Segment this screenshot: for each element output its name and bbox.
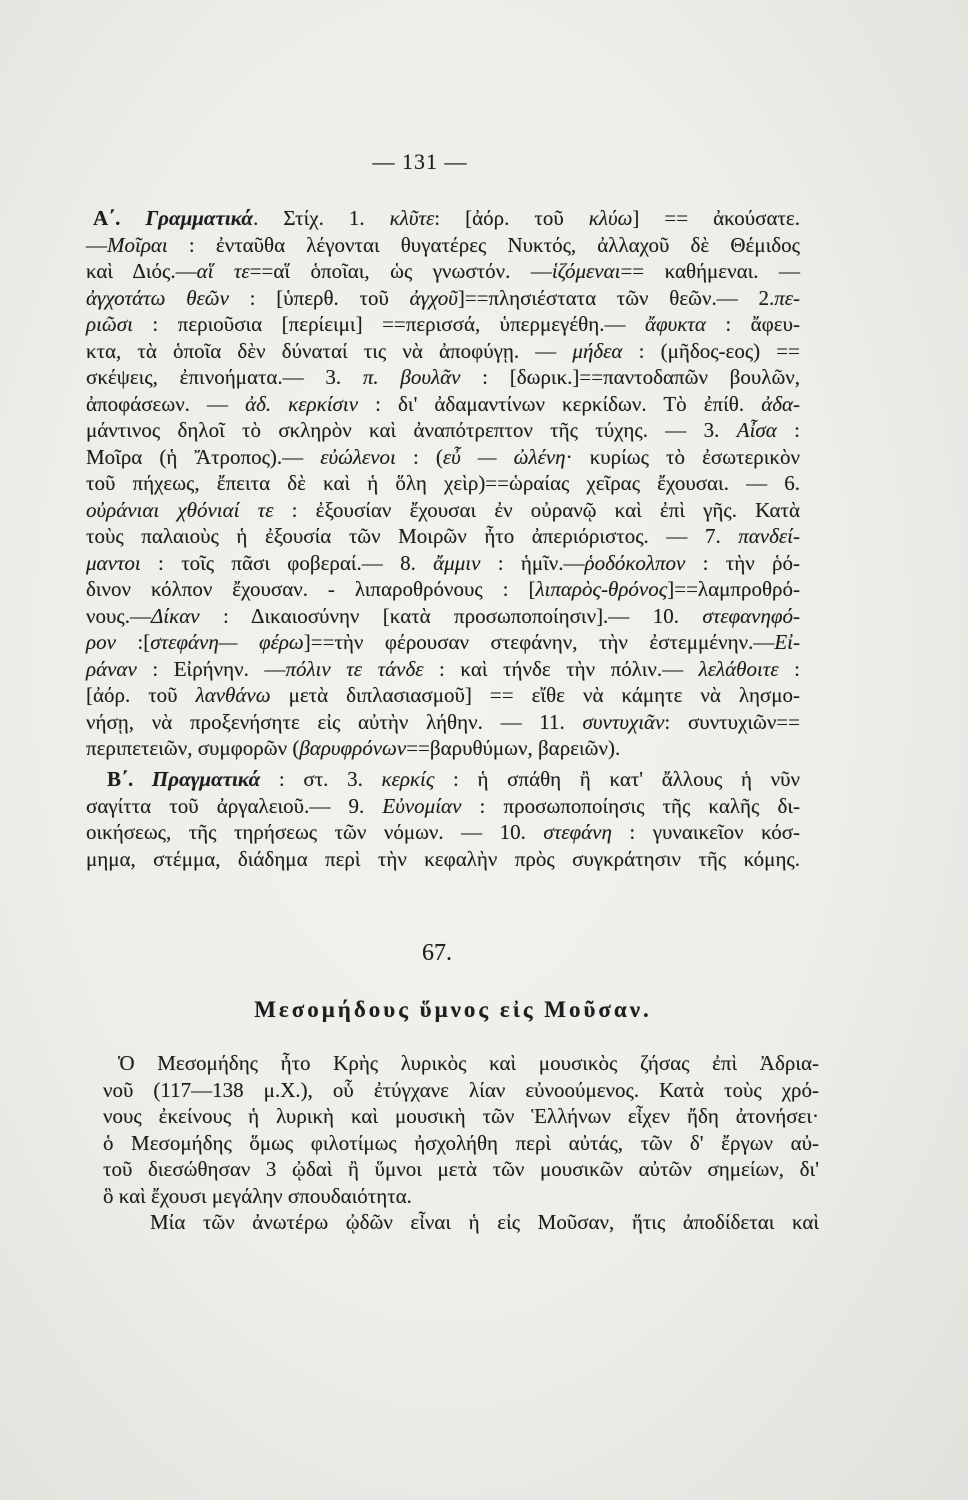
text-line: [86, 523, 800, 550]
italic-term: λελάθοιτε: [698, 656, 779, 681]
text-line: [86, 285, 800, 312]
italic-term: π. βουλᾶν: [362, 365, 461, 389]
text-run: ]==πλησιέστατα τῶν θεῶν.— 2.: [457, 285, 775, 310]
italic-term: ράναν: [86, 656, 137, 681]
text-run: νους ἐκείνους ἡ λυρικὴ καὶ μουσικὴ τῶν Ἑλλήνων εἶχεν ἤδη ἀτονήσει·: [103, 1104, 819, 1128]
text-line: [86, 846, 800, 873]
text-run: κτα, τὰ ὁποῖα δὲν δύναταί τις νὰ ἀποφύγῃ. —: [86, 338, 573, 363]
text-run: == καθήμεναι. —: [620, 259, 800, 283]
text-run: : ἄφευ-: [705, 312, 801, 336]
text-line: [86, 444, 800, 471]
italic-term: Γραμματικά: [145, 206, 254, 230]
italic-term: Δίκαν: [150, 603, 200, 628]
italic-term: ἀγχοῦ: [409, 285, 458, 310]
text-run: : ἐξουσίαν ἔχουσαι ἐν οὐρανῷ καὶ ἐπὶ γῆς. Κατὰ: [273, 497, 800, 522]
text-line: [86, 232, 800, 259]
italic-term: Μοῖραι: [107, 232, 168, 257]
grammar-notes: [86, 205, 800, 762]
text-run: σαγίττα τοῦ ἀργαλειοῦ.— 9.: [86, 793, 383, 818]
text-line: [86, 550, 800, 577]
text-line: [86, 205, 800, 232]
text-run: Μοῖρα (ἡ Ἄτροπος).—: [86, 444, 321, 469]
italic-term: ἀγχοτάτω θεῶν: [86, 285, 229, 310]
italic-term: στεφάνη— φέρω: [150, 630, 304, 654]
text-run: Ὁ Μεσομήδης ἦτο Κρὴς λυρικὸς καὶ μουσικὸς ζήσας ἐπὶ Ἀδρια-: [118, 1051, 819, 1075]
text-run: : συντυχιῶν==: [664, 709, 800, 734]
text-run: μετὰ διπλασιασμοῦ] == εἴθε νὰ κάμητε νὰ λησμο-: [270, 683, 800, 707]
text-line: [86, 709, 800, 736]
text-run: ==βαρυθύμων, βαρειῶν).: [406, 736, 621, 760]
text-run: νους.—: [86, 603, 151, 628]
text-line: [86, 629, 800, 656]
text-line: [86, 417, 800, 444]
text-run: περιπετειῶν, συμφορῶν (: [86, 736, 300, 760]
text-run: σκέψεις, ἐπινοήματα.— 3.: [86, 365, 363, 389]
text-line: [86, 258, 800, 285]
text-run: : ἐνταῦθα λέγονται θυγατέρες Νυκτός, ἀλλαχοῦ δὲ Θέμιδος: [167, 232, 800, 257]
text-line: [103, 1209, 819, 1236]
text-run: μάντινος δηλοῖ τὸ σκληρὸν καὶ ἀναπότρεπτον τῆς τύχης. — 3.: [86, 418, 737, 442]
text-run: : [ἀόρ. τοῦ: [434, 206, 589, 230]
text-line: [86, 819, 800, 846]
text-run: τοῦ διεσώθησαν 3 ᾠδαὶ ἢ ὕμνοι μετὰ τῶν μουσικῶν αὐτῶν σημείων, δι': [103, 1157, 819, 1181]
poem-number: 67.: [422, 940, 452, 966]
text-run: —: [86, 232, 107, 257]
italic-term: πόλιν τε τάνδε: [285, 656, 424, 681]
text-line: [103, 1103, 819, 1130]
text-run: : (: [395, 444, 443, 469]
italic-term: ἀδ. κερκίσιν: [245, 391, 359, 416]
text-run: :: [776, 418, 800, 442]
text-run: ] == ἀκούσατε.: [632, 206, 800, 230]
italic-term: βαρυφρόνων: [299, 736, 407, 760]
text-line: [86, 603, 800, 630]
text-line: [103, 1130, 819, 1157]
text-line: [86, 338, 800, 365]
text-run: νήσῃ, νὰ προξενήσητε εἰς αὐτὴν λήθην. — 11.: [86, 709, 583, 734]
intro-paragraph-1: [103, 1050, 819, 1209]
text-line: [86, 470, 800, 497]
text-run: μημα, στέμμα, διάδημα περὶ τὴν κεφαλὴν πρὸς συγκράτησιν τῆς κόμης.: [86, 846, 800, 871]
text-run: καὶ Διός.—: [86, 259, 197, 283]
text-run: : τοῖς πᾶσι φοβεραί.— 8.: [140, 550, 434, 575]
text-run: : γυναικεῖον κόσ-: [611, 820, 801, 844]
italic-term: ἄμμιν: [433, 550, 481, 575]
text-run: ἀποφάσεων. —: [86, 391, 246, 416]
italic-term: Εἰ-: [774, 630, 800, 654]
italic-term: λανθάνω: [195, 683, 271, 707]
text-run: : στ. 3.: [260, 767, 382, 791]
text-line: [86, 793, 800, 820]
text-line: [86, 576, 800, 603]
text-run: τοὺς παλαιοὺς ἡ ἐξουσία τῶν Μοιρῶν ἦτο ἀπεριόριστος. — 7.: [86, 524, 739, 548]
text-run: ]==τὴν φέρουσαν στεφάνην, τὴν ἐστεμμένην.—: [303, 630, 775, 654]
text-run: : Εἰρήνην. —: [136, 656, 286, 681]
text-run: : ἡμῖν.—: [480, 550, 585, 575]
italic-term: εὖ — ὠλένη: [442, 444, 566, 469]
text-run: τοῦ πήχεως, ἔπειτα δὲ καὶ ἡ ὅλη χεὶρ)==ὡραίας χεῖρας ἔχουσαι. — 6.: [86, 471, 800, 495]
italic-term: Πραγματικά: [151, 767, 261, 791]
italic-term: Αἶσα: [736, 418, 777, 442]
text-line: [86, 364, 800, 391]
text-run: : δι' ἀδαμαντίνων κερκίδων. Τὸ ἐπίθ.: [358, 391, 762, 416]
text-line: [86, 311, 800, 338]
text-run: : καὶ τήνδε τὴν πόλιν.—: [423, 656, 699, 681]
text-run: [ἀόρ. τοῦ: [86, 683, 196, 707]
text-run: : (μῆδος-εος) ==: [622, 338, 800, 363]
text-line: [103, 1077, 819, 1104]
text-run: νοῦ (117—138 μ.Χ.), οὗ ἐτύγχανε λίαν εὐνοούμενος. Κατὰ τοὺς χρό-: [103, 1077, 819, 1102]
text-run: : τὴν ῥό-: [685, 550, 800, 575]
text-line: [86, 391, 800, 418]
text-run: . Στίχ. 1.: [253, 206, 390, 230]
text-line: [86, 682, 800, 709]
italic-term: κλῦτε: [389, 206, 435, 230]
intro-paragraph-2: [103, 1209, 819, 1236]
italic-term: κλύω: [588, 206, 633, 230]
text-line: [103, 1183, 819, 1210]
text-run: Μία τῶν ἀνωτέρω ᾠδῶν εἶναι ἡ εἰς Μοῦσαν, ἥτις ἀποδίδεται καὶ: [150, 1210, 819, 1234]
italic-term: ῥοδόκολπον: [584, 550, 686, 575]
poem-title: Μεσομήδους ὕμνος εἰς Μοῦσαν.: [254, 997, 652, 1022]
text-run: οικήσεως, τῆς τηρήσεως τῶν νόμων. — 10.: [86, 820, 544, 844]
text-line: [86, 766, 800, 793]
italic-term: ριῶσι: [86, 312, 133, 336]
italic-term: οὐράνιαι χθόνιαί τε: [86, 497, 274, 522]
italic-term: στεφανηφό-: [702, 603, 800, 628]
text-run: ==αἵ ὁποῖαι, ὡς γνωστόν. —: [249, 259, 552, 283]
text-line: [86, 735, 800, 762]
italic-term: ἱζόμεναι: [551, 259, 621, 283]
text-line: [103, 1156, 819, 1183]
text-run: ὁ Μεσομήδης ὅμως φιλοτίμως ἠσχολήθη περὶ αὐτάς, τῶν δ' ἔργων αὐ-: [103, 1130, 819, 1155]
realia-notes: [86, 766, 800, 872]
text-run: ὃ καὶ ἔχουσι μεγάλην σπουδαιότητα.: [103, 1183, 412, 1208]
italic-term: στεφάνη: [543, 820, 612, 844]
italic-term: μήδεα: [572, 338, 623, 363]
text-run: · κυρίως τὸ ἐσωτερικὸν: [565, 444, 800, 469]
text-run: :: [778, 656, 800, 681]
text-run: : [ὑπερθ. τοῦ: [228, 285, 410, 310]
text-line: [86, 656, 800, 683]
italic-term: εὐώλενοι: [320, 444, 396, 469]
italic-term: κερκίς: [381, 767, 435, 791]
text-run: : προσωποποίησις τῆς καλῆς δι-: [461, 793, 800, 818]
text-line: [86, 497, 800, 524]
italic-term: πανδεί-: [738, 524, 800, 548]
page-number: — 131 —: [372, 149, 468, 174]
italic-term: Εὐνομίαν: [382, 793, 462, 818]
text-run: δινον κόλπον ἔχουσαν. - λιπαροθρόνους : [: [86, 577, 536, 601]
text-run: Α΄.: [93, 206, 146, 230]
text-run: : [δωρικ.]==παντοδαπῶν βουλῶν,: [460, 365, 801, 389]
italic-term: πε-: [774, 285, 800, 310]
italic-term: λιπαρὸς-θρόνος: [535, 577, 668, 601]
italic-term: αἵ τε: [196, 259, 250, 283]
text-run: : ἡ σπάθη ἢ κατ' ἄλλους ἡ νῦν: [434, 767, 801, 791]
italic-term: μαντοι: [86, 550, 141, 575]
italic-term: συντυχιᾶν: [582, 709, 665, 734]
text-run: : Δικαιοσύνην [κατὰ προσωποποίησιν].— 10.: [199, 603, 703, 628]
text-run: Β΄.: [107, 767, 152, 791]
text-run: ]==λαμπροθρό-: [667, 577, 800, 601]
italic-term: ἀδα-: [761, 391, 800, 416]
italic-term: ρον: [86, 630, 116, 654]
text-run: : περιοῦσια [περίειμι] ==περισσά, ὑπερμεγέθη.—: [132, 312, 645, 336]
text-run: :[: [115, 630, 151, 654]
italic-term: ἄφυκτα: [644, 312, 706, 336]
text-line: [103, 1050, 819, 1077]
